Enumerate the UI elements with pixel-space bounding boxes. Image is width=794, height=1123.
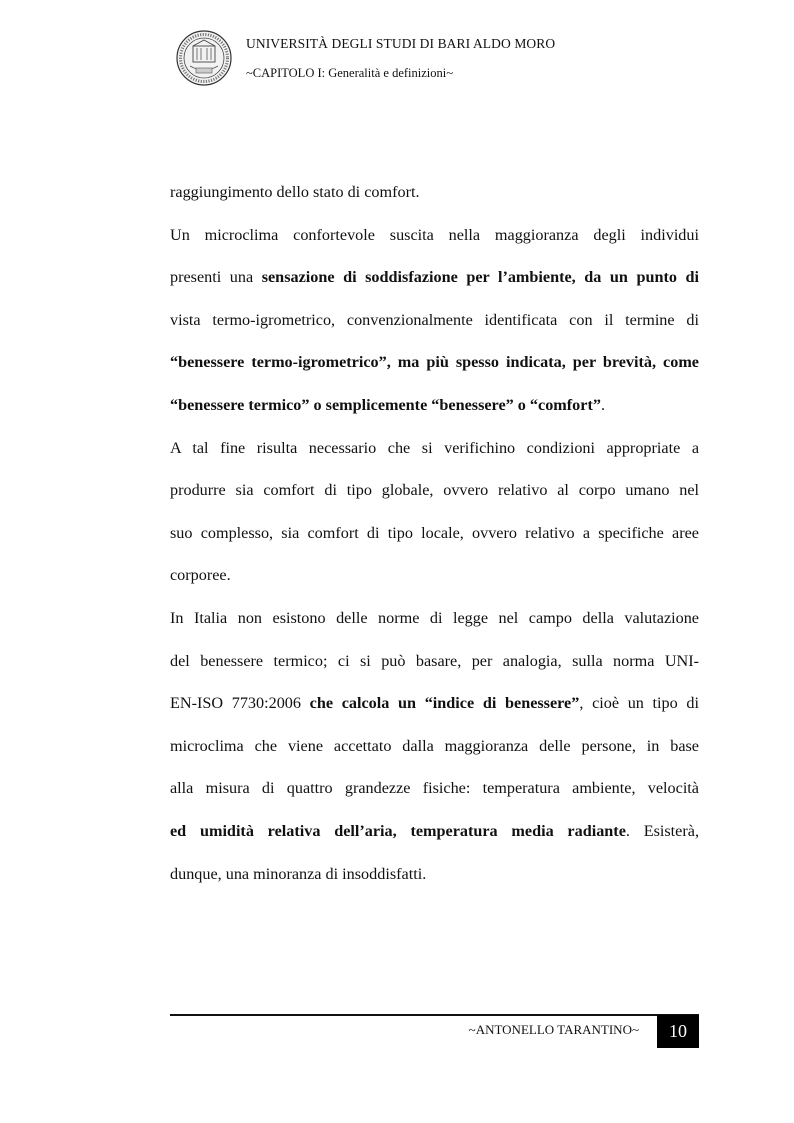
bold-text-span: “benessere termico” o semplicemente “benessere” o “comfort” bbox=[170, 395, 601, 414]
footer-rule bbox=[170, 1014, 699, 1016]
text-line bbox=[170, 219, 699, 262]
text-line bbox=[170, 730, 699, 773]
text-line bbox=[170, 432, 699, 475]
text-line bbox=[170, 687, 699, 730]
text-span: raggiungimento dello stato di comfort. bbox=[170, 183, 420, 201]
text-span: In Italia non esistono delle norme di legge nel campo della valutazione bbox=[170, 608, 699, 627]
body-text bbox=[170, 176, 699, 900]
text-line bbox=[170, 346, 699, 389]
bold-text-span: che calcola un “indice di benessere” bbox=[309, 694, 580, 713]
university-name: UNIVERSITÀ DEGLI STUDI DI BARI ALDO MORO bbox=[246, 36, 556, 51]
text-line bbox=[170, 517, 699, 560]
bold-text-span: sensazione di soddisfazione per l’ambiente, da un punto di bbox=[261, 268, 699, 287]
text-span: , cioè un tipo di bbox=[579, 694, 699, 713]
text-span: suo complesso, sia comfort di tipo locale, ovvero relativo a specifiche aree bbox=[170, 523, 699, 542]
text-span: Un microclima confortevole suscita nella maggioranza degli individui bbox=[170, 225, 699, 244]
text-span: A tal fine risulta necessario che si verifichino condizioni appropriate a bbox=[170, 438, 699, 457]
text-line bbox=[170, 645, 699, 688]
text-span: . Esisterà, bbox=[625, 821, 699, 840]
text-line bbox=[170, 602, 699, 645]
text-line bbox=[170, 176, 699, 219]
bold-text-span: ed umidità relativa dell’aria, temperatura media radiante bbox=[170, 821, 626, 840]
text-line bbox=[170, 772, 699, 815]
text-span: alla misura di quattro grandezze fisiche: temperatura ambiente, velocità bbox=[170, 779, 699, 798]
text-line bbox=[170, 261, 699, 304]
text-span: microclima che viene accettato dalla maggioranza delle persone, in base bbox=[170, 736, 699, 755]
text-span: produrre sia comfort di tipo globale, ovvero relativo al corpo umano nel bbox=[170, 481, 699, 500]
text-line bbox=[170, 474, 699, 517]
text-span: del benessere termico; ci si può basare, per analogia, sulla norma UNI- bbox=[170, 651, 699, 670]
text-span: presenti una bbox=[170, 268, 262, 287]
bold-text-span: “benessere termo-igrometrico”, ma più spesso indicata, per brevità, come bbox=[170, 353, 699, 372]
text-line bbox=[170, 389, 699, 432]
chapter-title: ~CAPITOLO I: Generalità e definizioni~ bbox=[246, 66, 453, 80]
text-line bbox=[170, 304, 699, 347]
footer-author: ~ANTONELLO TARANTINO~ bbox=[468, 1022, 639, 1037]
text-span: EN-ISO 7730:2006 bbox=[170, 694, 310, 713]
text-span: corporee. bbox=[170, 566, 231, 585]
text-line bbox=[170, 559, 699, 602]
text-line bbox=[170, 858, 699, 901]
text-line bbox=[170, 815, 699, 858]
text-span: vista termo-igrometrico, convenzionalmente identificata con il termine di bbox=[170, 310, 699, 329]
text-span: dunque, una minoranza di insoddisfatti. bbox=[170, 864, 427, 883]
text-span: . bbox=[600, 395, 605, 414]
university-seal-icon bbox=[176, 30, 232, 86]
page-number: 10 bbox=[657, 1015, 699, 1048]
page-header bbox=[176, 30, 736, 90]
